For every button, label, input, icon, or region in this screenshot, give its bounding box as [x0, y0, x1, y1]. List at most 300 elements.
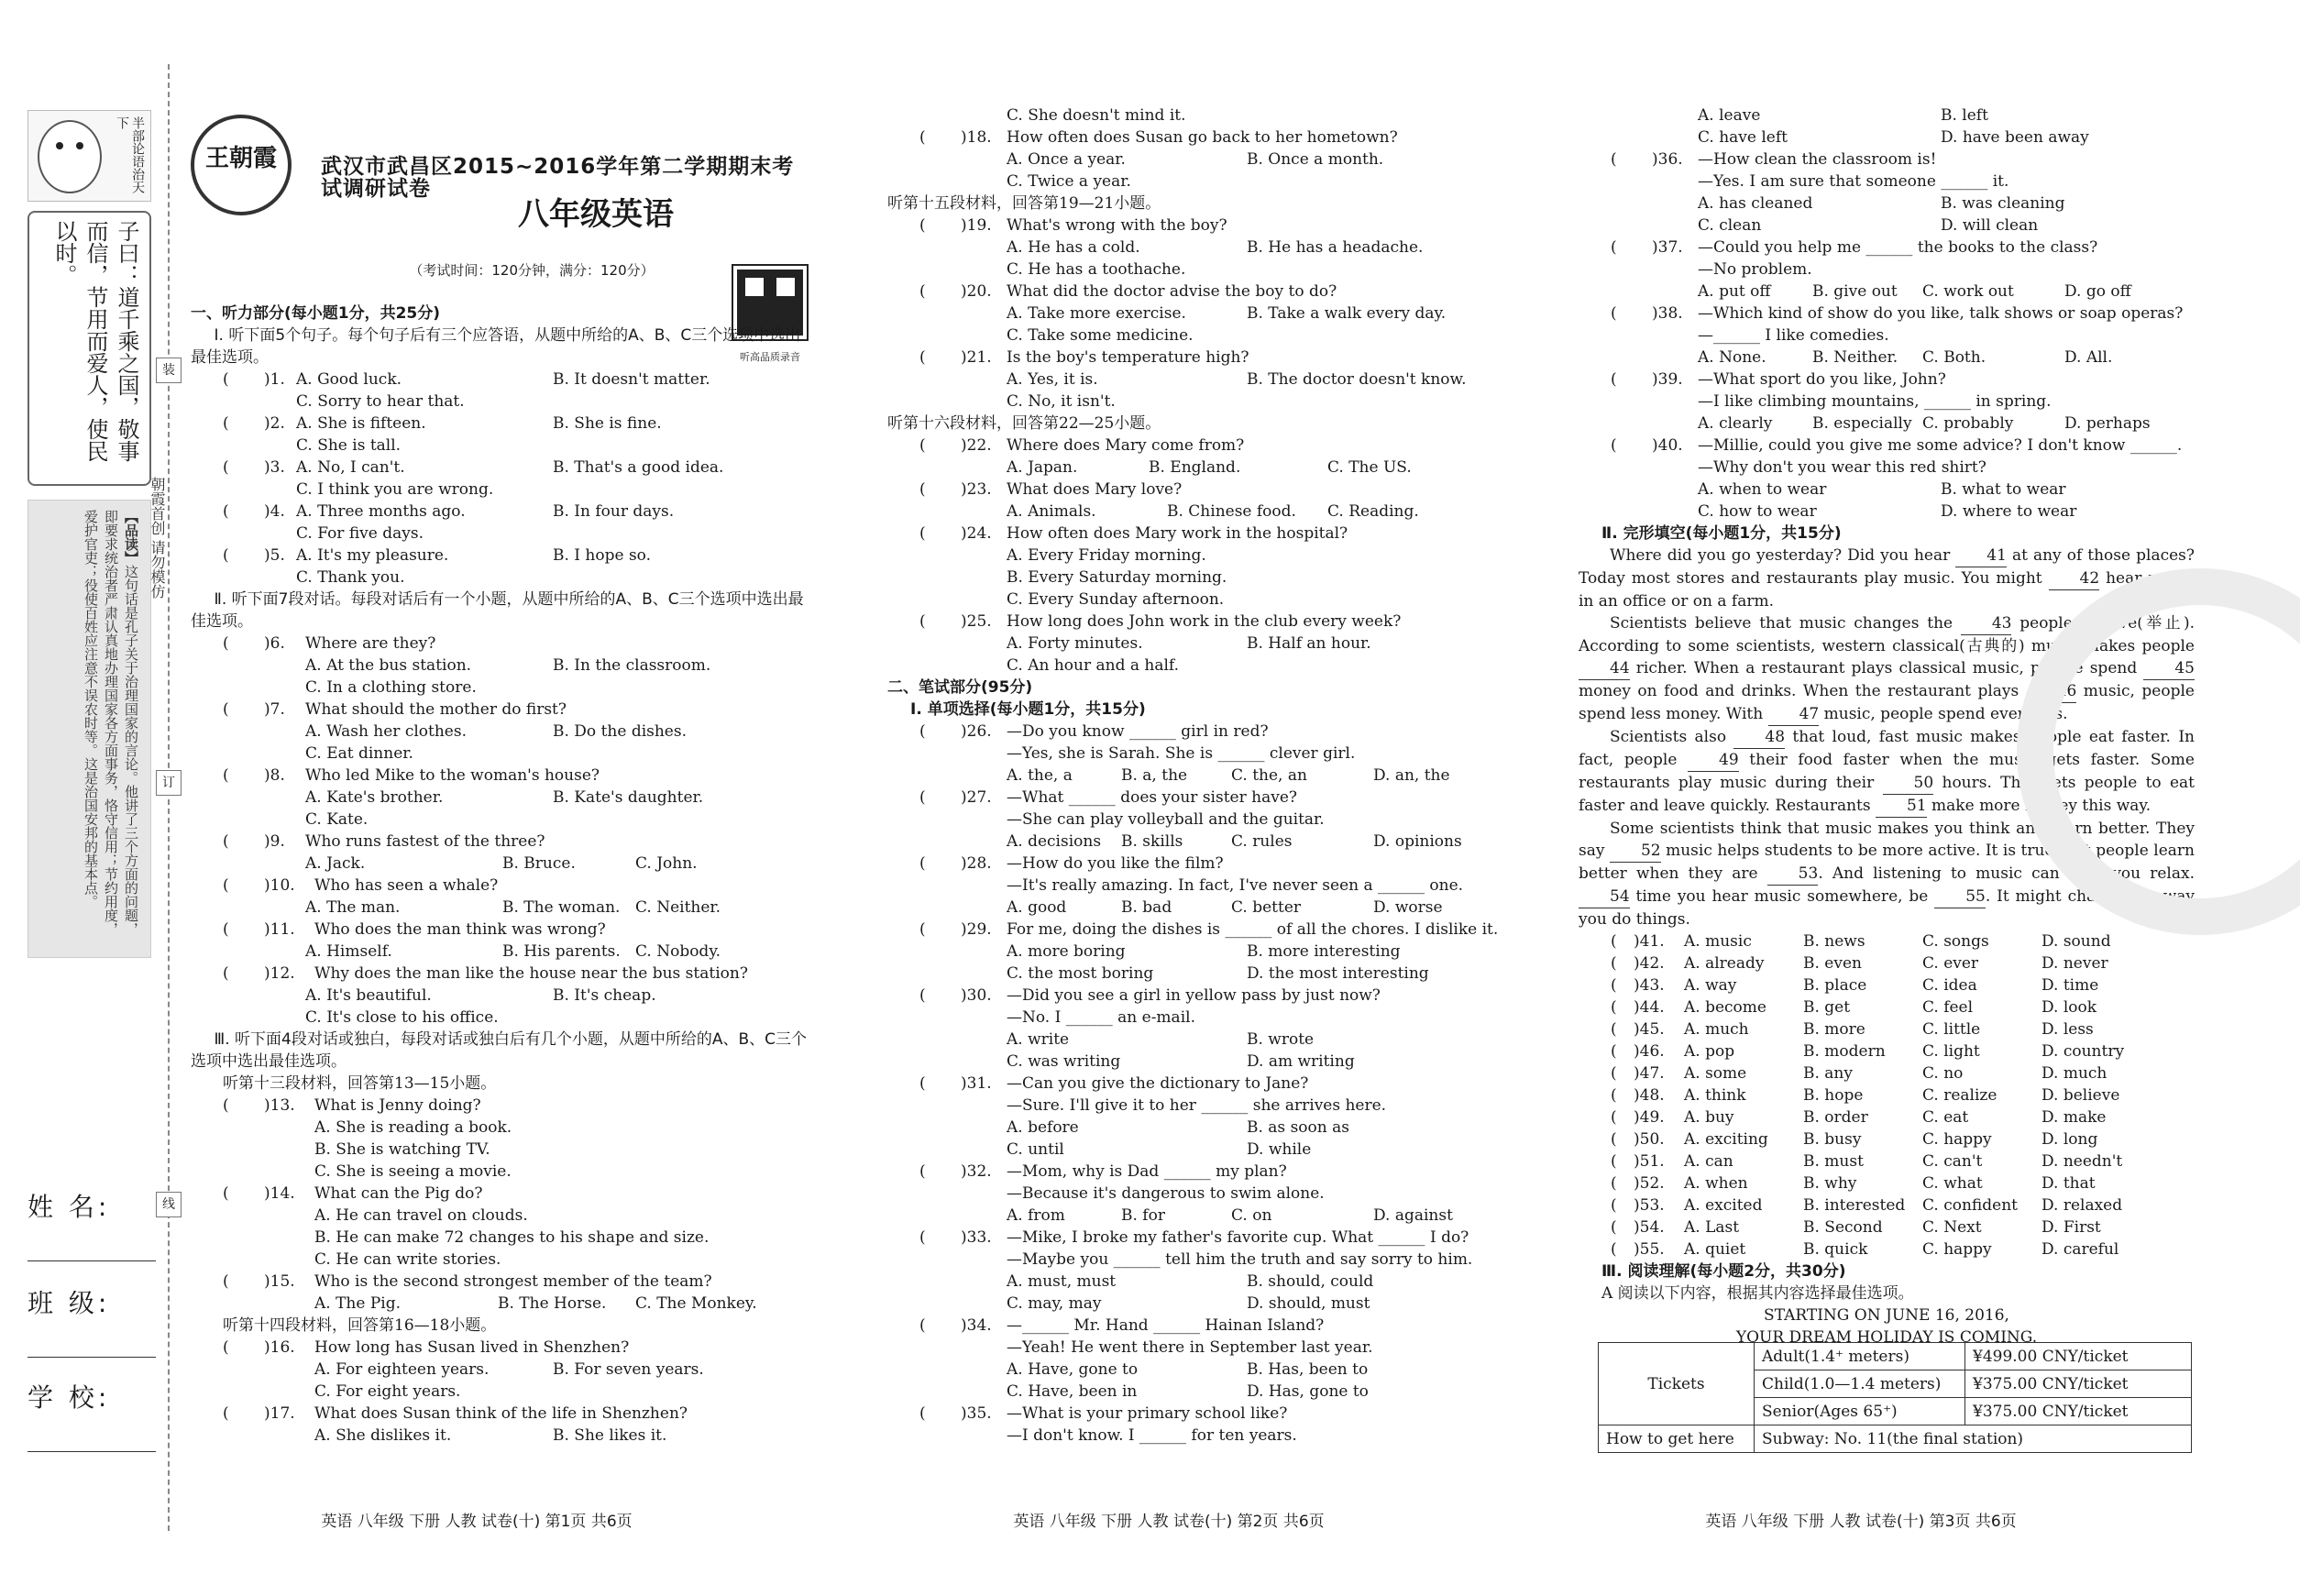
option[interactable]: D. country: [2041, 1042, 2125, 1061]
answer-bracket[interactable]: (: [1611, 370, 1617, 389]
option[interactable]: D. the most interesting: [1247, 964, 1429, 983]
option[interactable]: A. must, must: [1007, 1272, 1117, 1291]
question-number: )26.: [961, 722, 992, 741]
option[interactable]: A. write: [1007, 1030, 1070, 1049]
option[interactable]: B. more: [1803, 1020, 1865, 1039]
option[interactable]: C. Kate.: [305, 810, 369, 829]
question-number: )51.: [1634, 1152, 1665, 1171]
ad-line: STARTING ON JUNE 16, 2016,: [1764, 1306, 2009, 1325]
question-text: —Yes, she is Sarah. She is ______ clever girl.: [1007, 744, 1356, 763]
option[interactable]: B. The woman.: [502, 898, 621, 917]
table-cell: Adult(1.4⁺ meters): [1755, 1343, 1965, 1370]
option[interactable]: D. long: [2041, 1130, 2098, 1149]
cloze-blank[interactable]: 45: [2143, 657, 2195, 680]
option[interactable]: B. place: [1803, 976, 1867, 995]
question-text: —Mike, I broke my father's favorite cup. What ______ I do?: [1007, 1228, 1469, 1247]
option[interactable]: B. In the classroom.: [553, 656, 711, 675]
option[interactable]: D. will clean: [1941, 216, 2039, 235]
option[interactable]: A. The Pig.: [314, 1294, 401, 1313]
answer-bracket[interactable]: (: [223, 414, 229, 433]
option[interactable]: B. should, could: [1247, 1272, 1374, 1291]
answer-bracket[interactable]: (: [1611, 150, 1617, 169]
option[interactable]: A. Good luck.: [296, 370, 402, 389]
question-number: )47.: [1634, 1064, 1665, 1083]
option[interactable]: A. She is fifteen.: [296, 414, 426, 433]
option[interactable]: C. Next: [1922, 1218, 1982, 1237]
answer-bracket[interactable]: (: [919, 1404, 926, 1423]
option[interactable]: A. The man.: [305, 898, 401, 917]
option[interactable]: D. time: [2041, 976, 2099, 995]
answer-bracket[interactable]: (: [1611, 1108, 1617, 1127]
option[interactable]: D. Has, gone to: [1247, 1382, 1369, 1401]
option[interactable]: A. from: [1007, 1206, 1065, 1225]
option[interactable]: A. become: [1684, 998, 1766, 1017]
option[interactable]: B. The doctor doesn't know.: [1247, 370, 1467, 389]
option[interactable]: B. It doesn't matter.: [553, 370, 710, 389]
option[interactable]: D. believe: [2041, 1086, 2120, 1105]
option[interactable]: C. feel: [1922, 998, 1974, 1017]
listening-note: 听第十五段材料，回答第19—21小题。: [887, 194, 1161, 213]
answer-bracket[interactable]: (: [1611, 1086, 1617, 1105]
passage-text: hours. This gets people to eat faster and leave quickly. Restaurants: [1579, 774, 2195, 815]
option[interactable]: C. John.: [635, 854, 698, 873]
cloze-blank[interactable]: 55: [1934, 886, 1986, 908]
option[interactable]: C. In a clothing store.: [305, 678, 477, 697]
option[interactable]: C. Neither.: [635, 898, 721, 917]
option[interactable]: C. better: [1231, 898, 1302, 917]
option[interactable]: B. for: [1121, 1206, 1165, 1225]
option[interactable]: C. Every Sunday afternoon.: [1007, 590, 1225, 609]
option[interactable]: C. work out: [1922, 282, 2014, 301]
option[interactable]: A. leave: [1698, 106, 1761, 125]
question-line: [887, 1095, 1602, 1117]
option[interactable]: A. He has a cold.: [1007, 238, 1140, 257]
option[interactable]: A. much: [1684, 1020, 1749, 1039]
option[interactable]: A. Once a year.: [1007, 150, 1126, 169]
question-text: —I like climbing mountains, ______ in spring.: [1698, 392, 2052, 411]
option[interactable]: C. She is tall.: [296, 436, 402, 455]
cloze-blank[interactable]: 41: [1955, 545, 2007, 567]
cloze-blank[interactable]: 42: [2049, 567, 2100, 590]
answer-bracket[interactable]: (: [1611, 436, 1617, 455]
passage-text: . And listening to music can help you relax.: [1818, 864, 2195, 883]
question-text: —No problem.: [1698, 260, 1812, 279]
option[interactable]: C. For five days.: [296, 524, 424, 543]
passage-text: their food faster when the music gets faster. Some restaurants play music during their: [1579, 751, 2195, 792]
option[interactable]: A. more boring: [1007, 942, 1126, 961]
answer-bracket[interactable]: (: [919, 986, 926, 1005]
cloze-options: [1579, 996, 2195, 1018]
answer-bracket[interactable]: (: [223, 370, 229, 389]
option[interactable]: B. wrote: [1247, 1030, 1315, 1049]
option[interactable]: B. even: [1803, 954, 1862, 973]
option[interactable]: A. Take more exercise.: [1007, 304, 1186, 323]
option[interactable]: B. Has, been to: [1247, 1360, 1369, 1379]
option[interactable]: B. interested: [1803, 1196, 1906, 1215]
option[interactable]: C. Both.: [1922, 348, 1986, 367]
option[interactable]: A. buy: [1684, 1108, 1734, 1127]
option[interactable]: B. more interesting: [1247, 942, 1401, 961]
option[interactable]: B. skills: [1121, 832, 1183, 851]
table-cell: How to get here: [1599, 1425, 1755, 1453]
question-number: )55.: [1634, 1240, 1665, 1259]
option[interactable]: A. No, I can't.: [296, 458, 405, 477]
option[interactable]: A. before: [1007, 1118, 1079, 1137]
option[interactable]: A. has cleaned: [1698, 194, 1813, 213]
answer-bracket[interactable]: (: [1611, 1218, 1617, 1237]
option[interactable]: C. Twice a year.: [1007, 172, 1131, 191]
option[interactable]: D. careful: [2041, 1240, 2119, 1259]
option[interactable]: B. His parents.: [502, 942, 621, 961]
answer-bracket[interactable]: (: [223, 502, 229, 521]
cloze-blank[interactable]: 53: [1767, 863, 1819, 886]
option[interactable]: B. That's a good idea.: [553, 458, 724, 477]
option[interactable]: C. idea: [1922, 976, 1977, 995]
option[interactable]: A. It's beautiful.: [305, 986, 432, 1005]
option[interactable]: A. already: [1684, 954, 1765, 973]
option[interactable]: A. Yes, it is.: [1007, 370, 1098, 389]
option[interactable]: B. Bruce.: [502, 854, 576, 873]
option[interactable]: A. Japan.: [1007, 458, 1078, 477]
option[interactable]: A. way: [1684, 976, 1737, 995]
answer-bracket[interactable]: (: [919, 788, 926, 807]
option[interactable]: D. am writing: [1247, 1052, 1355, 1071]
option[interactable]: C. confident: [1922, 1196, 2018, 1215]
option[interactable]: A. Have, gone to: [1007, 1360, 1139, 1379]
cloze-options: [1579, 1194, 2195, 1216]
option[interactable]: B. order: [1803, 1108, 1868, 1127]
option[interactable]: C. Take some medicine.: [1007, 326, 1194, 345]
option[interactable]: C. Thank you.: [296, 568, 405, 587]
option[interactable]: A. Every Friday morning.: [1007, 546, 1206, 565]
option[interactable]: C. on: [1231, 1206, 1272, 1225]
option[interactable]: D. never: [2041, 954, 2108, 973]
page-footer: 英语 八年级 下册 人教 试卷(十) 第3页 共6页: [1705, 1513, 2017, 1531]
cloze-blank[interactable]: 48: [1733, 726, 1785, 749]
option[interactable]: A. Kate's brother.: [305, 788, 444, 807]
option[interactable]: B. Half an hour.: [1247, 634, 1371, 653]
option[interactable]: A. Animals.: [1007, 502, 1096, 521]
question: [887, 1161, 1602, 1227]
option[interactable]: C. He has a toothache.: [1007, 260, 1186, 279]
option[interactable]: D. make: [2041, 1108, 2107, 1127]
option[interactable]: B. was cleaning: [1941, 194, 2065, 213]
option[interactable]: A. pop: [1684, 1042, 1735, 1061]
cloze-blank[interactable]: 51: [1876, 795, 1927, 818]
option[interactable]: C. eat: [1922, 1108, 1969, 1127]
option-line: [1579, 413, 2195, 435]
option[interactable]: D. an, the: [1373, 766, 1450, 785]
option[interactable]: B. Do the dishes.: [553, 722, 687, 741]
passage-text: at any of those places? Today most stores and restaurants play music. You might: [1579, 546, 2195, 588]
option[interactable]: D. perhaps: [2064, 414, 2151, 433]
question-line: [887, 1425, 1602, 1447]
option[interactable]: B. The Horse.: [498, 1294, 607, 1313]
question: ( )9. Who runs fastest of the three? A. Jack. B. Bruce. C. John.: [223, 832, 698, 873]
answer-bracket[interactable]: (: [223, 546, 229, 565]
option[interactable]: A. put off: [1698, 282, 1771, 301]
option[interactable]: B. England.: [1149, 458, 1241, 477]
option[interactable]: B. left: [1941, 106, 1988, 125]
passage-text: time you hear music somewhere, be: [1629, 887, 1935, 906]
answer-bracket[interactable]: (: [1611, 1042, 1617, 1061]
option[interactable]: B. Take a walk every day.: [1247, 304, 1447, 323]
option-line: [887, 1293, 1602, 1315]
option[interactable]: B. any: [1803, 1064, 1853, 1083]
option[interactable]: A. the, a: [1007, 766, 1073, 785]
option[interactable]: B. modern: [1803, 1042, 1886, 1061]
answer-bracket[interactable]: (: [1611, 1240, 1617, 1259]
question-number: )38.: [1652, 304, 1683, 323]
option[interactable]: A. quiet: [1684, 1240, 1746, 1259]
option[interactable]: C. The US.: [1327, 458, 1412, 477]
option[interactable]: C. happy: [1922, 1130, 1992, 1149]
option[interactable]: A. clearly: [1698, 414, 1773, 433]
passage-text: Some scientists think that music makes you think and learn better. They say: [1579, 820, 2195, 860]
option[interactable]: A. when to wear: [1698, 480, 1827, 499]
option[interactable]: B. He has a headache.: [1247, 238, 1424, 257]
option[interactable]: C. what: [1922, 1174, 1983, 1193]
option[interactable]: D. much: [2041, 1064, 2107, 1083]
option-line: [887, 1381, 1602, 1403]
question-line: [887, 853, 1602, 875]
question-line: [191, 545, 814, 567]
option[interactable]: A. good: [1007, 898, 1067, 917]
option[interactable]: A. None.: [1698, 348, 1766, 367]
answer-bracket[interactable]: (: [919, 722, 926, 741]
option[interactable]: C. have left: [1698, 128, 1788, 147]
question-text: —How do you like the film?: [1007, 854, 1224, 873]
option[interactable]: B. She likes it.: [553, 1426, 667, 1445]
option[interactable]: A. think: [1684, 1086, 1746, 1105]
passage-text: hear music in an office or on a farm.: [1579, 569, 2195, 611]
exam-meta: （考试时间：120分钟，满分：120分）: [409, 262, 655, 279]
question-line: [887, 1183, 1602, 1205]
answer-bracket[interactable]: (: [1611, 1174, 1617, 1193]
option[interactable]: B. why: [1803, 1174, 1857, 1193]
cloze-blank[interactable]: 50: [1883, 772, 1934, 795]
option[interactable]: B. Second: [1803, 1218, 1883, 1237]
question-text: For me, doing the dishes is ______ of all the chores. I dislike it.: [1007, 920, 1499, 939]
column-1: [191, 303, 814, 1447]
option[interactable]: C. Eat dinner.: [305, 744, 413, 763]
option-line: [887, 941, 1602, 963]
option[interactable]: D. worse: [1373, 898, 1443, 917]
option[interactable]: D. go off: [2064, 282, 2131, 301]
answer-bracket[interactable]: (: [1611, 1152, 1617, 1171]
option[interactable]: C. Have, been in: [1007, 1382, 1138, 1401]
option[interactable]: B. I hope so.: [553, 546, 652, 565]
cloze-blank[interactable]: 43: [1961, 612, 2012, 635]
question-line: [1579, 391, 2195, 413]
answer-bracket[interactable]: (: [1611, 976, 1617, 995]
option[interactable]: C. songs: [1922, 932, 1989, 951]
class-field[interactable]: 班 级:: [28, 1293, 156, 1315]
option[interactable]: C. probably: [1922, 414, 2014, 433]
option[interactable]: B. especially: [1812, 414, 1912, 433]
option[interactable]: A. It's my pleasure.: [296, 546, 449, 565]
option[interactable]: D. that: [2041, 1174, 2096, 1193]
answer-bracket[interactable]: (: [919, 854, 926, 873]
option[interactable]: C. may, may: [1007, 1294, 1102, 1313]
answer-bracket[interactable]: (: [1611, 1064, 1617, 1083]
answer-bracket[interactable]: (: [1611, 1196, 1617, 1215]
option[interactable]: C. rules: [1231, 832, 1293, 851]
option[interactable]: B. must: [1803, 1152, 1864, 1171]
option[interactable]: C. how to wear: [1698, 502, 1817, 521]
option[interactable]: C. happy: [1922, 1240, 1992, 1259]
option[interactable]: C. It's close to his office.: [305, 1008, 499, 1027]
cloze-blank[interactable]: 47: [1768, 703, 1820, 726]
option[interactable]: B. give out: [1812, 282, 1898, 301]
option[interactable]: D. needn't: [2041, 1152, 2123, 1171]
option[interactable]: A. Last: [1684, 1218, 1740, 1237]
option[interactable]: C. Nobody.: [635, 942, 721, 961]
option[interactable]: D. should, must: [1247, 1294, 1370, 1313]
answer-bracket[interactable]: (: [1611, 238, 1617, 257]
option[interactable]: C. ever: [1922, 954, 1979, 973]
cloze-blank[interactable]: 46: [2026, 680, 2077, 703]
option[interactable]: A. Forty minutes.: [1007, 634, 1143, 653]
option[interactable]: B. as soon as: [1247, 1118, 1349, 1137]
option[interactable]: C. clean: [1698, 216, 1762, 235]
option[interactable]: C. She doesn't mind it.: [1007, 106, 1186, 125]
option[interactable]: A. Jack.: [305, 854, 366, 873]
option[interactable]: C. light: [1922, 1042, 1980, 1061]
option[interactable]: C. can't: [1922, 1152, 1983, 1171]
option[interactable]: A. She dislikes it.: [314, 1426, 452, 1445]
question-line: [887, 1073, 1602, 1095]
option[interactable]: C. no: [1922, 1064, 1964, 1083]
answer-bracket[interactable]: (: [1611, 1020, 1617, 1039]
option[interactable]: C. the, an: [1231, 766, 1307, 785]
question-number: )52.: [1634, 1174, 1665, 1193]
question: [191, 457, 814, 501]
option[interactable]: B. busy: [1803, 1130, 1862, 1149]
cloze-blank[interactable]: 54: [1579, 886, 1630, 908]
option[interactable]: A. She is reading a book.: [314, 1118, 512, 1137]
option[interactable]: C. Reading.: [1327, 502, 1419, 521]
answer-bracket[interactable]: (: [1611, 932, 1617, 951]
option[interactable]: D. opinions: [1373, 832, 1462, 851]
option[interactable]: D. while: [1247, 1140, 1312, 1159]
option[interactable]: A. Three months ago.: [296, 502, 466, 521]
option[interactable]: B. She is fine.: [553, 414, 662, 433]
option-line: [1579, 215, 2195, 237]
question-number: )28.: [961, 854, 992, 873]
option[interactable]: C. For eight years.: [314, 1382, 461, 1401]
option[interactable]: B. bad: [1121, 898, 1172, 917]
option[interactable]: A. Himself.: [305, 942, 392, 961]
option[interactable]: B. quick: [1803, 1240, 1868, 1259]
option[interactable]: C. The Monkey.: [635, 1294, 757, 1313]
option[interactable]: A. exciting: [1684, 1130, 1768, 1149]
option[interactable]: D. sound: [2041, 932, 2111, 951]
option[interactable]: D. have been away: [1941, 128, 2089, 147]
option[interactable]: C. An hour and a half.: [1007, 656, 1180, 675]
option[interactable]: B. In four days.: [553, 502, 675, 521]
option[interactable]: B. hope: [1803, 1086, 1864, 1105]
option-line: [887, 1271, 1602, 1293]
option[interactable]: A. Wash her clothes.: [305, 722, 467, 741]
table-cell: ¥375.00 CNY/ticket: [1965, 1370, 2192, 1398]
school-field[interactable]: 学 校:: [28, 1387, 156, 1409]
option[interactable]: C. until: [1007, 1140, 1064, 1159]
option[interactable]: A. decisions: [1007, 832, 1102, 851]
option[interactable]: D. against: [1373, 1206, 1453, 1225]
option[interactable]: B. get: [1803, 998, 1851, 1017]
option[interactable]: C. No, it isn't.: [1007, 392, 1116, 411]
cloze-options: [1579, 930, 2195, 952]
answer-bracket[interactable]: (: [919, 1074, 926, 1093]
option[interactable]: C. little: [1922, 1020, 1981, 1039]
confucius-quote: 子曰：道千乘之国，敬事而信，节用而爱人，使民以时。: [51, 220, 139, 462]
option[interactable]: C. He can write stories.: [314, 1250, 501, 1269]
option[interactable]: B. Chinese food.: [1167, 502, 1296, 521]
answer-bracket[interactable]: (: [1611, 954, 1617, 973]
cloze-blank[interactable]: 52: [1610, 840, 1661, 863]
option[interactable]: D. look: [2041, 998, 2097, 1017]
option[interactable]: C. was writing: [1007, 1052, 1121, 1071]
answer-bracket[interactable]: (: [1611, 1130, 1617, 1149]
option[interactable]: B. She is watching TV.: [314, 1140, 490, 1159]
option[interactable]: C. Sorry to hear that.: [296, 392, 465, 411]
passage-text: music, people spend less money. With: [1579, 682, 2195, 723]
option[interactable]: B. Neither.: [1812, 348, 1898, 367]
option[interactable]: B. Kate's daughter.: [553, 788, 704, 807]
option[interactable]: A. excited: [1684, 1196, 1763, 1215]
answer-bracket[interactable]: (: [919, 1162, 926, 1181]
option[interactable]: D. First: [2041, 1218, 2101, 1237]
option[interactable]: B. a, the: [1121, 766, 1188, 785]
option[interactable]: A. some: [1684, 1064, 1747, 1083]
option[interactable]: A. when: [1684, 1174, 1748, 1193]
option[interactable]: D. All.: [2064, 348, 2113, 367]
option[interactable]: C. I think you are wrong.: [296, 480, 494, 499]
option[interactable]: A. music: [1684, 932, 1752, 951]
cloze-blank[interactable]: 44: [1579, 657, 1630, 680]
answer-bracket[interactable]: (: [919, 1228, 926, 1247]
option[interactable]: C. the most boring: [1007, 964, 1154, 983]
option[interactable]: C. realize: [1922, 1086, 1997, 1105]
option[interactable]: C. She is seeing a movie.: [314, 1162, 512, 1181]
option[interactable]: D. where to wear: [1941, 502, 2077, 521]
question-number: )36.: [1652, 150, 1683, 169]
option[interactable]: A. He can travel on clouds.: [314, 1206, 528, 1225]
option[interactable]: A. At the bus station.: [305, 656, 472, 675]
option[interactable]: B. He can make 72 changes to his shape and size.: [314, 1228, 710, 1247]
option[interactable]: A. can: [1684, 1152, 1733, 1171]
cloze-options: [1579, 1018, 2195, 1040]
answer-bracket[interactable]: (: [919, 1316, 926, 1335]
brand-badge: [28, 110, 151, 202]
name-field[interactable]: 姓 名:: [28, 1196, 156, 1218]
answer-bracket[interactable]: (: [223, 458, 229, 477]
option[interactable]: B. Once a month.: [1247, 150, 1384, 169]
answer-bracket[interactable]: (: [1611, 998, 1617, 1017]
option[interactable]: D. less: [2041, 1020, 2094, 1039]
option[interactable]: B. It's cheap.: [553, 986, 656, 1005]
answer-bracket[interactable]: (: [919, 920, 926, 939]
option[interactable]: B. news: [1803, 932, 1865, 951]
option[interactable]: A. For eighteen years.: [314, 1360, 490, 1379]
cloze-blank[interactable]: 49: [1688, 749, 1739, 772]
option[interactable]: B. For seven years.: [553, 1360, 704, 1379]
option[interactable]: B. Every Saturday morning.: [1007, 568, 1227, 587]
option[interactable]: B. what to wear: [1941, 480, 2066, 499]
option[interactable]: D. relaxed: [2041, 1196, 2123, 1215]
answer-bracket[interactable]: (: [1611, 304, 1617, 323]
